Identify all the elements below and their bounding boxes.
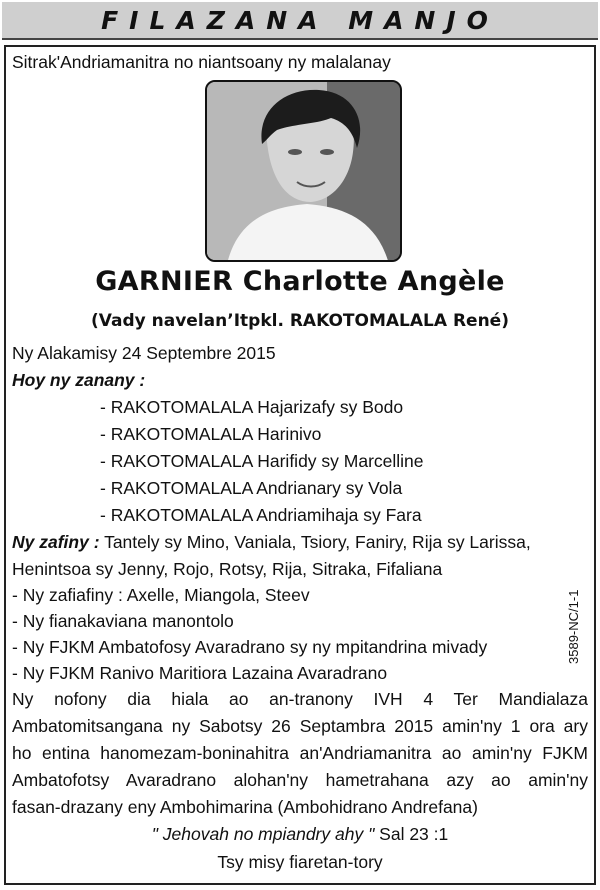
notice-line: Ambatomitsangana ny Sabotsy 26 Septambra 2015 amin'ny 1 ora ary	[12, 716, 588, 736]
verse-quote: " Jehovah no mpiandry ahy "	[151, 824, 375, 844]
child-item: - RAKOTOMALALA Harinivo	[100, 424, 322, 444]
notice-line: ho entina hanomezam-boninahitra an'Andriamanitra ao amin'ny FJKM	[12, 743, 588, 763]
other-mourner: - Ny fianakaviana manontolo	[12, 611, 234, 631]
bible-verse	[0, 823, 600, 845]
date-line: Ny Alakamisy 24 Septembre 2015	[12, 343, 276, 363]
notice-line: Ny nofony dia hiala ao an-tranony IVH 4 Ter Mandialaza	[12, 689, 588, 709]
portrait-photo	[205, 80, 402, 262]
verse-reference: Sal 23 :1	[374, 824, 449, 844]
children-heading: Hoy ny zanany :	[12, 370, 146, 390]
child-item: - RAKOTOMALALA Harifidy sy Marcelline	[100, 451, 424, 471]
other-mourner: - Ny FJKM Ranivo Maritiora Lazaina Avaradrano	[12, 663, 388, 683]
child-item: - RAKOTOMALALA Andrianary sy Vola	[100, 478, 403, 498]
header-banner	[2, 2, 598, 40]
child-item: - RAKOTOMALALA Hajarizafy sy Bodo	[100, 397, 404, 417]
portrait-illustration	[207, 82, 402, 262]
notice-line: fasan-drazany eny Ambohimarina (Ambohidrano Andrefana)	[12, 797, 478, 817]
child-item: - RAKOTOMALALA Andriamihaja sy Fara	[100, 505, 422, 525]
notice-line: Ambatofotsy Avaradrano alohan'ny hametrahana azy ao amin'ny	[12, 770, 588, 790]
other-mourner: - Ny FJKM Ambatofosy Avaradrano sy ny mpitandrina mivady	[12, 637, 488, 657]
grandchildren-line-1	[12, 531, 531, 553]
reference-code: 3589-NC/1-1	[566, 589, 581, 664]
grandchildren-names-1: Tantely sy Mino, Vaniala, Tsiory, Faniry, Rija sy Larissa,	[99, 532, 531, 552]
grandchildren-line-2: Henintsoa sy Jenny, Rojo, Rotsy, Rija, Sitraka, Fifaliana	[12, 559, 443, 579]
spouse-subtitle: (Vady navelan’Itpkl. RAKOTOMALALA René)	[91, 311, 509, 331]
header-title: FILAZANA MANJO	[101, 6, 499, 35]
intro-text: Sitrak'Andriamanitra no niantsoany ny malalanay	[12, 52, 391, 72]
other-mourner: - Ny zafiafiny : Axelle, Miangola, Steev	[12, 585, 310, 605]
closing-line: Tsy misy fiaretan-tory	[217, 852, 383, 872]
deceased-name: GARNIER Charlotte Angèle	[95, 266, 505, 297]
grandchildren-label: Ny zafiny :	[12, 532, 100, 552]
